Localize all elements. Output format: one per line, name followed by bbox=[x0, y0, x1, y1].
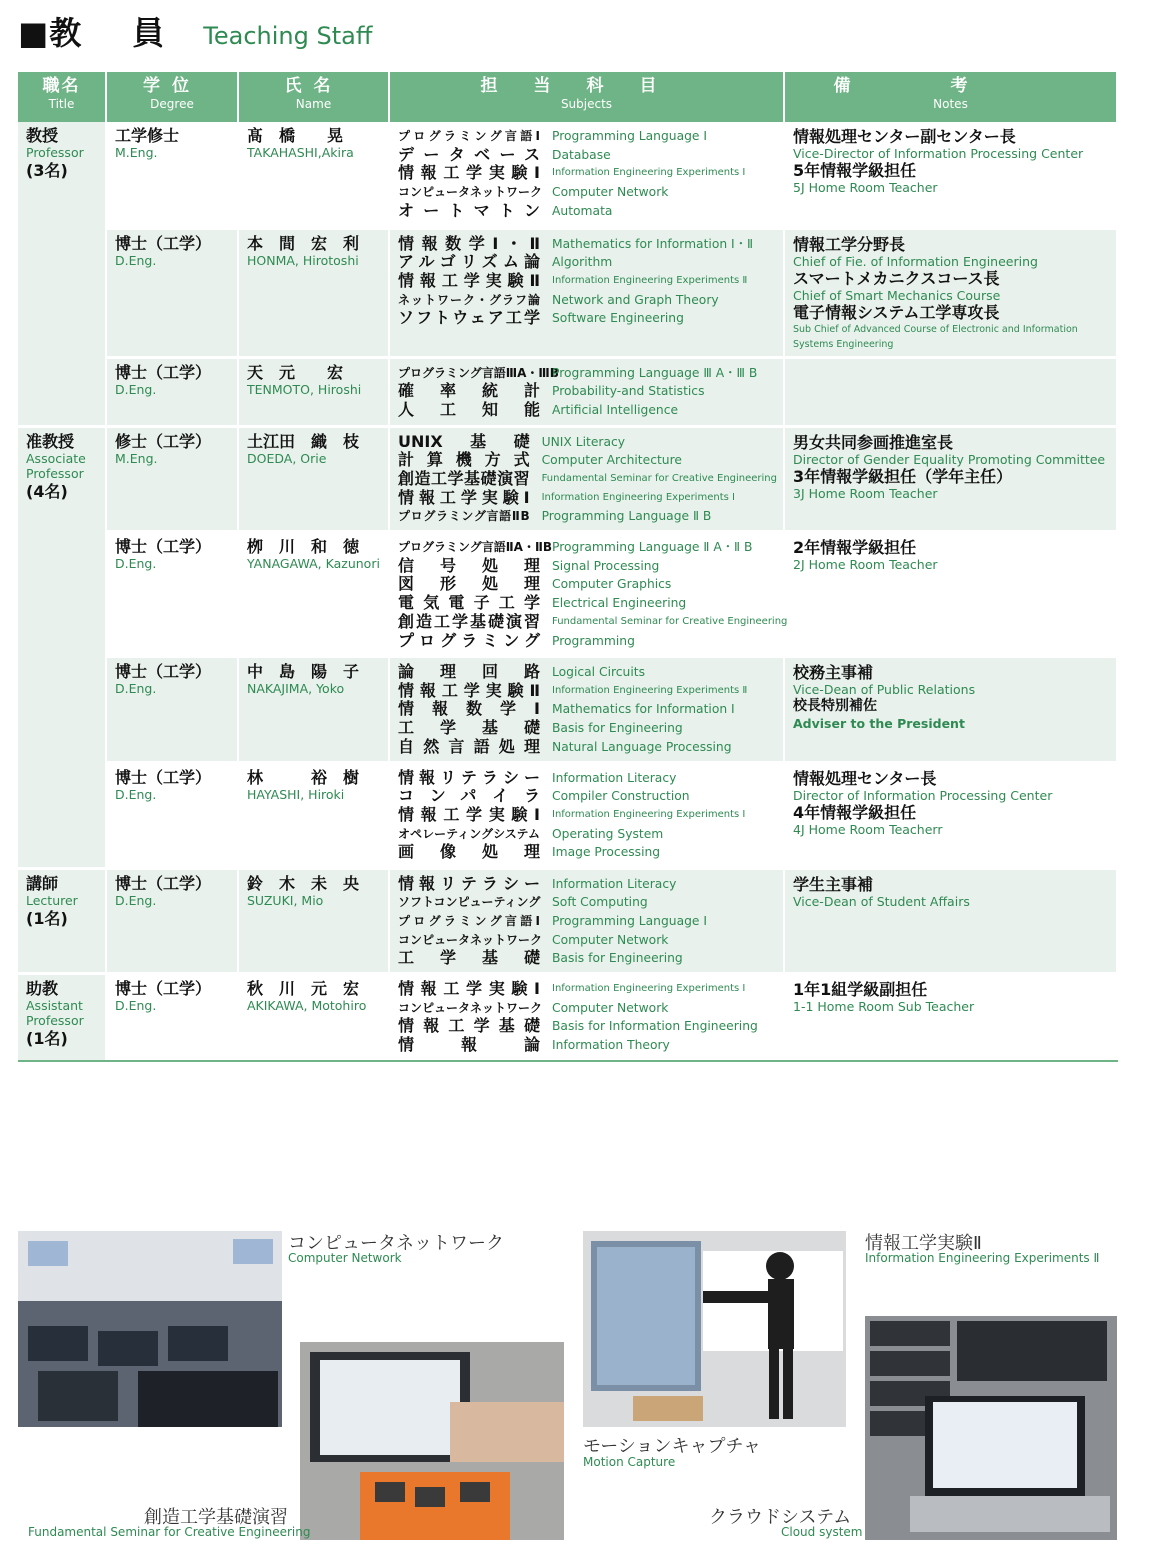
subject-jp: 情報工学実験Ⅱ bbox=[398, 680, 540, 700]
subject-en: Electrical Engineering bbox=[552, 596, 687, 611]
subjects-cell bbox=[389, 762, 784, 868]
subject-en: Programming Language Ⅰ bbox=[552, 913, 708, 928]
degree-jp: 博士（工学） bbox=[115, 537, 212, 557]
note-en: Sub Chief of Advanced Course of Electronic and Information Systems Engineering bbox=[793, 323, 1078, 350]
note-en: Adviser to the President bbox=[793, 716, 965, 732]
subject-en: Software Engineering bbox=[552, 311, 684, 326]
note-jp: 情報工学分野長 bbox=[793, 234, 906, 254]
subject-jp: UNIX基礎 bbox=[398, 431, 530, 451]
title-en: Lecturer bbox=[26, 892, 78, 908]
name-en: HONMA, Hirotoshi bbox=[247, 252, 359, 268]
title-jp: 講師 bbox=[26, 873, 59, 893]
degree-jp: 博士（工学） bbox=[115, 662, 212, 682]
note-en: Vice-Director of Information Processing Center bbox=[793, 146, 1084, 161]
subject-en: Information Engineering Experiments Ⅱ bbox=[552, 274, 748, 286]
degree-en: D.Eng. bbox=[115, 252, 157, 268]
subject-en: Image Processing bbox=[552, 845, 661, 860]
degree-jp: 博士（工学） bbox=[115, 873, 212, 893]
degree-en: M.Eng. bbox=[115, 450, 158, 466]
subject-jp: 論理回路 bbox=[398, 662, 540, 682]
name-cell bbox=[238, 122, 389, 228]
degree-cell bbox=[106, 974, 238, 1061]
header-name: 氏名 Name bbox=[238, 72, 389, 122]
subjects-cell bbox=[389, 357, 784, 426]
subject-en: Computer Graphics bbox=[552, 577, 672, 592]
notes-cell bbox=[784, 532, 1117, 657]
degree-jp: 博士（工学） bbox=[115, 362, 212, 382]
caption-jp-0: コンピュータネットワーク bbox=[288, 1233, 504, 1254]
name-cell bbox=[238, 868, 389, 974]
subject-jp: 情報論 bbox=[398, 1035, 540, 1055]
degree-jp: 博士（工学） bbox=[115, 979, 212, 999]
subject-en: Basis for Information Engineering bbox=[552, 1019, 758, 1034]
caption-en-0: Computer Network bbox=[288, 1251, 402, 1265]
note-en: Chief of Fie. of Information Engineering bbox=[793, 253, 1038, 269]
heading-jp-2: 員 bbox=[132, 14, 166, 52]
subject-en: Programming Language Ⅱ A・Ⅱ B bbox=[552, 540, 753, 555]
note-en: Director of Gender Equality Promoting Committee bbox=[793, 451, 1106, 467]
note-jp: 校長特別補佐 bbox=[793, 698, 877, 715]
name-cell bbox=[238, 762, 389, 868]
subject-jp: 情報工学実験Ⅰ bbox=[398, 487, 530, 507]
subject-en: Network and Graph Theory bbox=[552, 292, 719, 307]
subject-en: Logical Circuits bbox=[552, 665, 645, 680]
subject-en: Probability-and Statistics bbox=[552, 384, 705, 399]
subject-jp: コンピュータネットワーク bbox=[398, 1000, 543, 1015]
note-en: 2J Home Room Teacher bbox=[793, 557, 938, 573]
name-jp: 林 裕 樹 bbox=[247, 767, 360, 787]
notes-cell bbox=[784, 974, 1117, 1061]
table-row bbox=[18, 657, 1117, 763]
notes-cell bbox=[784, 426, 1117, 532]
subject-jp: 工学基礎 bbox=[398, 718, 540, 738]
subject-en: Computer Network bbox=[552, 932, 669, 947]
heading-jp-1: ■教 bbox=[18, 14, 83, 52]
note-jp: 1年1組学級副担任 bbox=[793, 980, 928, 1000]
title-en: Professor bbox=[26, 465, 84, 481]
degree-cell bbox=[106, 532, 238, 657]
subject-en: Information Engineering Experiments Ⅰ bbox=[552, 167, 746, 179]
subject-jp: コンパイラ bbox=[398, 786, 540, 806]
photo-computer-network bbox=[18, 1231, 282, 1427]
title-jp: 准教授 bbox=[26, 431, 75, 451]
title-count: (1名) bbox=[26, 1029, 68, 1049]
note-en: Vice-Dean of Public Relations bbox=[793, 682, 976, 698]
subject-jp: プログラミング言語ⅡA・ⅡB bbox=[398, 540, 553, 555]
subject-jp: 情報工学実験Ⅰ bbox=[398, 804, 540, 824]
name-cell bbox=[238, 657, 389, 763]
name-cell bbox=[238, 357, 389, 426]
subject-jp: 情報数学Ⅰ・Ⅱ bbox=[398, 233, 540, 253]
subject-jp: プログラミング言語ⅢA・ⅢB bbox=[398, 365, 559, 380]
subject-jp: ソフトコンピューティング bbox=[398, 895, 541, 910]
subject-en: Mathematics for Information Ⅰ・Ⅱ bbox=[552, 236, 754, 251]
name-jp: 髙 橋 晃 bbox=[247, 126, 344, 145]
notes-cell bbox=[784, 868, 1117, 974]
header-subjects: 担当科目 Subjects bbox=[389, 72, 784, 122]
name-jp: 本 間 宏 利 bbox=[247, 233, 360, 253]
subjects-cell bbox=[389, 532, 788, 657]
subject-jp: 情報数学Ⅰ bbox=[398, 699, 540, 719]
title-en: Professor bbox=[26, 145, 84, 160]
subject-en: Information Engineering Experiments Ⅰ bbox=[541, 491, 735, 503]
name-en: TAKAHASHI,Akira bbox=[247, 145, 354, 160]
caption-jp-2: 情報工学実験Ⅱ bbox=[865, 1233, 982, 1254]
note-en: Director of Information Processing Center bbox=[793, 787, 1053, 803]
subject-jp: 自然言語処理 bbox=[398, 736, 540, 756]
subject-jp: アルゴリズム論 bbox=[398, 252, 540, 272]
note-en: 5J Home Room Teacher bbox=[793, 180, 938, 195]
subject-en: Information Engineering Experiments Ⅰ bbox=[552, 983, 746, 995]
subject-jp: 情報工学実験Ⅰ bbox=[398, 163, 540, 183]
degree-cell bbox=[106, 426, 238, 532]
subjects-cell bbox=[389, 868, 784, 974]
caption-en-3: Motion Capture bbox=[583, 1455, 676, 1469]
note-en: Vice-Dean of Student Affairs bbox=[793, 893, 970, 909]
degree-en: D.Eng. bbox=[115, 998, 157, 1014]
caption-jp-3: モーションキャプチャ bbox=[583, 1436, 762, 1457]
subject-en: Programming Language Ⅰ bbox=[552, 129, 708, 143]
degree-en: D.Eng. bbox=[115, 786, 157, 802]
subject-jp: 創造工学基礎演習 bbox=[398, 468, 530, 488]
name-en: DOEDA, Orie bbox=[247, 450, 327, 466]
photo-cloud-system bbox=[865, 1316, 1117, 1540]
degree-cell bbox=[106, 228, 238, 357]
subject-en: Information Literacy bbox=[552, 876, 677, 891]
subject-jp: 信号処理 bbox=[398, 555, 540, 575]
note-jp: 情報処理センター長 bbox=[793, 768, 937, 788]
note-jp: 校務主事補 bbox=[793, 663, 874, 683]
caption-jp-4: クラウドシステム bbox=[709, 1507, 852, 1528]
subject-jp: 創造工学基礎演習 bbox=[398, 611, 540, 631]
name-cell bbox=[238, 228, 389, 357]
name-jp: 栁 川 和 徳 bbox=[247, 537, 360, 557]
subject-jp: 計算機方式 bbox=[398, 450, 530, 470]
subject-en: Database bbox=[552, 147, 611, 162]
subject-jp: 工学基礎 bbox=[398, 948, 540, 968]
title-cell bbox=[18, 426, 106, 868]
header-title: 職名 Title bbox=[18, 72, 106, 122]
subject-jp: 情報リテラシー bbox=[398, 873, 540, 893]
name-jp: 鈴 木 未 央 bbox=[247, 873, 360, 893]
subject-en: Fundamental Seminar for Creative Engineering bbox=[541, 472, 777, 484]
note-en: 1-1 Home Room Sub Teacher bbox=[793, 999, 975, 1015]
subject-jp: 画像処理 bbox=[398, 842, 540, 862]
caption-en-2: Information Engineering Experiments Ⅱ bbox=[865, 1251, 1100, 1265]
subject-en: Mathematics for Information Ⅰ bbox=[552, 702, 735, 717]
heading-en: Teaching Staff bbox=[203, 22, 373, 50]
note-jp: 男女共同参画推進室長 bbox=[793, 432, 954, 452]
note-jp: 5年情報学級担任 bbox=[793, 161, 917, 180]
subject-jp: ソフトウェア工学 bbox=[398, 308, 540, 328]
subject-jp: プログラミング言語Ⅰ bbox=[398, 129, 540, 143]
title-jp: 助教 bbox=[26, 979, 59, 999]
subjects-cell bbox=[389, 657, 784, 763]
degree-jp: 工学修士 bbox=[115, 126, 180, 145]
photo-motion-capture bbox=[583, 1231, 846, 1427]
note-jp: スマートメカニクスコース長 bbox=[793, 268, 1000, 288]
degree-jp: 博士（工学） bbox=[115, 233, 212, 253]
subject-en: Computer Network bbox=[552, 1000, 669, 1015]
name-jp: 中 島 陽 子 bbox=[247, 662, 360, 682]
subject-en: Fundamental Seminar for Creative Engineering bbox=[552, 615, 788, 627]
name-en: SUZUKI, Mio bbox=[247, 892, 324, 908]
header-degree: 学位 Degree bbox=[106, 72, 238, 122]
subject-jp: プログラミング言語Ⅰ bbox=[398, 913, 540, 928]
subjects-cell bbox=[389, 426, 784, 532]
degree-jp: 修士（工学） bbox=[115, 431, 212, 451]
note-en: Chief of Smart Mechanics Course bbox=[793, 287, 1001, 303]
title-count: (3名) bbox=[26, 161, 68, 180]
subject-en: Computer Architecture bbox=[541, 453, 682, 468]
staff-table bbox=[18, 72, 1118, 1062]
title-en: Professor bbox=[26, 1013, 84, 1029]
subject-en: Programming Language Ⅲ A・Ⅲ B bbox=[552, 365, 758, 380]
degree-cell bbox=[106, 657, 238, 763]
title-en: Associate bbox=[26, 450, 86, 466]
name-en: NAKAJIMA, Yoko bbox=[247, 681, 345, 697]
subject-en: Natural Language Processing bbox=[552, 739, 732, 754]
name-jp: 秋 川 元 宏 bbox=[247, 979, 360, 999]
degree-cell bbox=[106, 762, 238, 868]
name-cell bbox=[238, 974, 389, 1061]
degree-en: D.Eng. bbox=[115, 892, 157, 908]
subject-jp: ネットワーク・グラフ論 bbox=[398, 292, 540, 307]
title-count: (1名) bbox=[26, 908, 68, 928]
note-jp: 3年情報学級担任（学年主任） bbox=[793, 466, 1013, 486]
table-row bbox=[18, 868, 1117, 974]
subject-en: Computer Network bbox=[552, 185, 669, 200]
table-row bbox=[18, 974, 1117, 1061]
subjects-cell bbox=[389, 974, 784, 1061]
title-cell bbox=[18, 868, 106, 974]
subject-jp: 人工知能 bbox=[398, 399, 540, 419]
title-count: (4名) bbox=[26, 481, 68, 501]
subjects-cell bbox=[389, 228, 784, 357]
subject-en: Compiler Construction bbox=[552, 789, 690, 804]
table-row bbox=[18, 122, 1117, 228]
note-jp: 4年情報学級担任 bbox=[793, 802, 917, 822]
subject-en: Programming Language Ⅱ B bbox=[541, 509, 712, 524]
notes-cell bbox=[784, 122, 1117, 228]
name-cell bbox=[238, 426, 389, 532]
subject-jp: 図形処理 bbox=[398, 574, 540, 594]
subject-en: Programming bbox=[552, 633, 635, 648]
subject-jp: 電気電子工学 bbox=[398, 593, 540, 613]
subject-jp: 確率統計 bbox=[398, 381, 540, 401]
degree-en: D.Eng. bbox=[115, 681, 157, 697]
subject-jp: オートマトン bbox=[398, 200, 540, 220]
caption-en-4: Cloud system bbox=[781, 1525, 863, 1539]
header-notes: 備考 Notes bbox=[784, 72, 1117, 122]
subject-en: UNIX Literacy bbox=[541, 434, 626, 449]
table-row bbox=[18, 357, 1117, 426]
subject-en: Soft Computing bbox=[552, 895, 648, 910]
caption-en-1: Fundamental Seminar for Creative Engineering bbox=[28, 1525, 311, 1539]
subject-jp: 情報工学実験Ⅱ bbox=[398, 270, 540, 290]
subject-jp: 情報工学基礎 bbox=[398, 1016, 540, 1036]
caption-jp-1: 創造工学基礎演習 bbox=[144, 1507, 288, 1528]
table-row bbox=[18, 228, 1117, 357]
degree-jp: 博士（工学） bbox=[115, 767, 212, 787]
degree-en: D.Eng. bbox=[115, 556, 157, 572]
subject-jp: プログラミング bbox=[398, 630, 540, 650]
degree-en: M.Eng. bbox=[115, 145, 158, 160]
note-en: 4J Home Room Teacherr bbox=[793, 821, 943, 837]
note-jp: 情報処理センター副センター長 bbox=[793, 127, 1016, 146]
name-jp: 天 元 宏 bbox=[247, 362, 344, 382]
note-jp: 電子情報システム工学専攻長 bbox=[793, 302, 1000, 322]
page-heading bbox=[18, 8, 373, 52]
table-row bbox=[18, 532, 1117, 657]
note-en: 3J Home Room Teacher bbox=[793, 485, 938, 501]
notes-cell bbox=[784, 762, 1117, 868]
subject-en: Algorithm bbox=[552, 255, 613, 270]
title-jp: 教授 bbox=[26, 126, 59, 145]
name-en: AKIKAWA, Motohiro bbox=[247, 998, 367, 1014]
subject-jp: オペレーティングシステム bbox=[398, 826, 540, 841]
subject-jp: データベース bbox=[398, 144, 540, 164]
degree-cell bbox=[106, 122, 238, 228]
subject-en: Basis for Engineering bbox=[552, 951, 683, 966]
subject-en: Operating System bbox=[552, 826, 664, 841]
table-row bbox=[18, 762, 1117, 868]
title-cell bbox=[18, 122, 106, 426]
subjects-cell bbox=[389, 122, 784, 228]
name-en: YANAGAWA, Kazunori bbox=[247, 556, 380, 572]
subject-jp: プログラミング言語ⅡB bbox=[398, 509, 530, 524]
subject-jp: コンピュータネットワーク bbox=[398, 185, 543, 200]
note-jp: 2年情報学級担任 bbox=[793, 538, 917, 558]
table-row bbox=[18, 426, 1117, 532]
name-en: HAYASHI, Hiroki bbox=[247, 786, 345, 802]
table-header-row bbox=[18, 72, 1117, 122]
subject-en: Information Literacy bbox=[552, 770, 677, 785]
subject-en: Information Theory bbox=[552, 1038, 670, 1053]
notes-cell bbox=[784, 357, 1117, 426]
name-en: TENMOTO, Hiroshi bbox=[247, 381, 362, 397]
subject-en: Information Engineering Experiments Ⅱ bbox=[552, 684, 748, 696]
name-cell bbox=[238, 532, 389, 657]
degree-cell bbox=[106, 868, 238, 974]
degree-cell bbox=[106, 357, 238, 426]
degree-en: D.Eng. bbox=[115, 381, 157, 397]
subject-jp: コンピュータネットワーク bbox=[398, 932, 543, 947]
subject-jp: 情報工学実験Ⅰ bbox=[398, 979, 540, 999]
photo-creative-seminar bbox=[300, 1342, 564, 1540]
subject-en: Information Engineering Experiments Ⅰ bbox=[552, 808, 746, 820]
subject-en: Signal Processing bbox=[552, 558, 660, 573]
subject-jp: 情報リテラシー bbox=[398, 767, 540, 787]
note-jp: 学生主事補 bbox=[793, 874, 874, 894]
notes-cell bbox=[784, 228, 1117, 357]
notes-cell bbox=[784, 657, 1117, 763]
title-en: Assistant bbox=[26, 998, 83, 1014]
subject-en: Basis for Engineering bbox=[552, 721, 683, 736]
name-jp: 土江田 織 枝 bbox=[247, 431, 360, 451]
subject-en: Artificial Intelligence bbox=[552, 402, 679, 417]
subject-en: Automata bbox=[552, 203, 613, 218]
title-cell bbox=[18, 974, 106, 1061]
